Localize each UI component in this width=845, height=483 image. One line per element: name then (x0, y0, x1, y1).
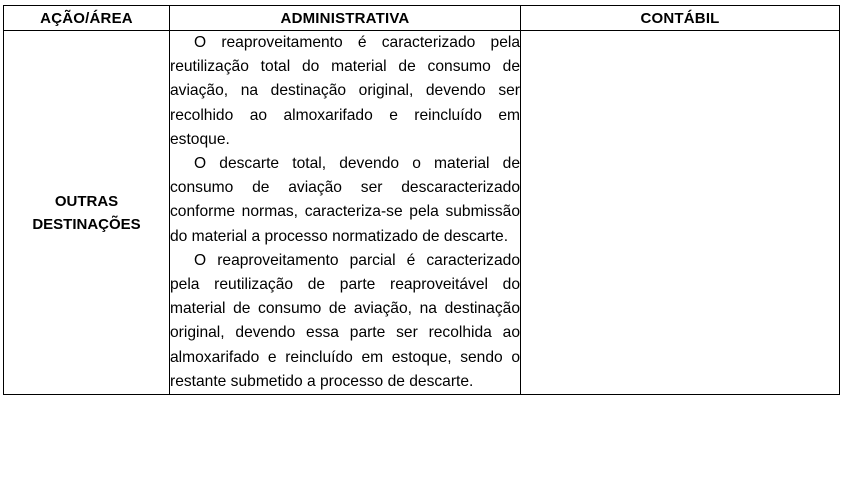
header-administrativa: ADMINISTRATIVA (170, 6, 521, 31)
destination-table (3, 5, 840, 395)
header-contabil: CONTÁBIL (521, 6, 840, 31)
administrativa-cell (170, 31, 521, 395)
table-row (4, 31, 840, 395)
area-label-line1: OUTRAS (54, 192, 119, 210)
area-label-line2: DESTINAÇÕES (32, 215, 141, 233)
reaproveitamento-total-paragraph: O reaproveitamento é caracterizado pela reutilização total do material de consumo de aviação, na destinação original, devendo ser recolhido ao almoxarifado e reincluído em estoque. (170, 34, 520, 148)
header-acao-area: AÇÃO/ÁREA (4, 6, 170, 31)
reaproveitamento-parcial-paragraph: O reaproveitamento parcial é caracterizado pela reutilização de parte reaproveitável do material de consumo de aviação, na destinação original, devendo essa parte ser recolhida ao almoxarifado e reincluído em estoque, sendo o restante submetido a processo de descarte. (170, 251, 520, 390)
area-cell (4, 31, 170, 395)
contabil-cell (521, 31, 840, 395)
header-row (4, 6, 840, 31)
descarte-total-paragraph: O descarte total, devendo o material de consumo de aviação ser descaracterizado conforme normas, caracteriza-se pela submissão do material a processo normatizado de descarte. (170, 155, 520, 245)
